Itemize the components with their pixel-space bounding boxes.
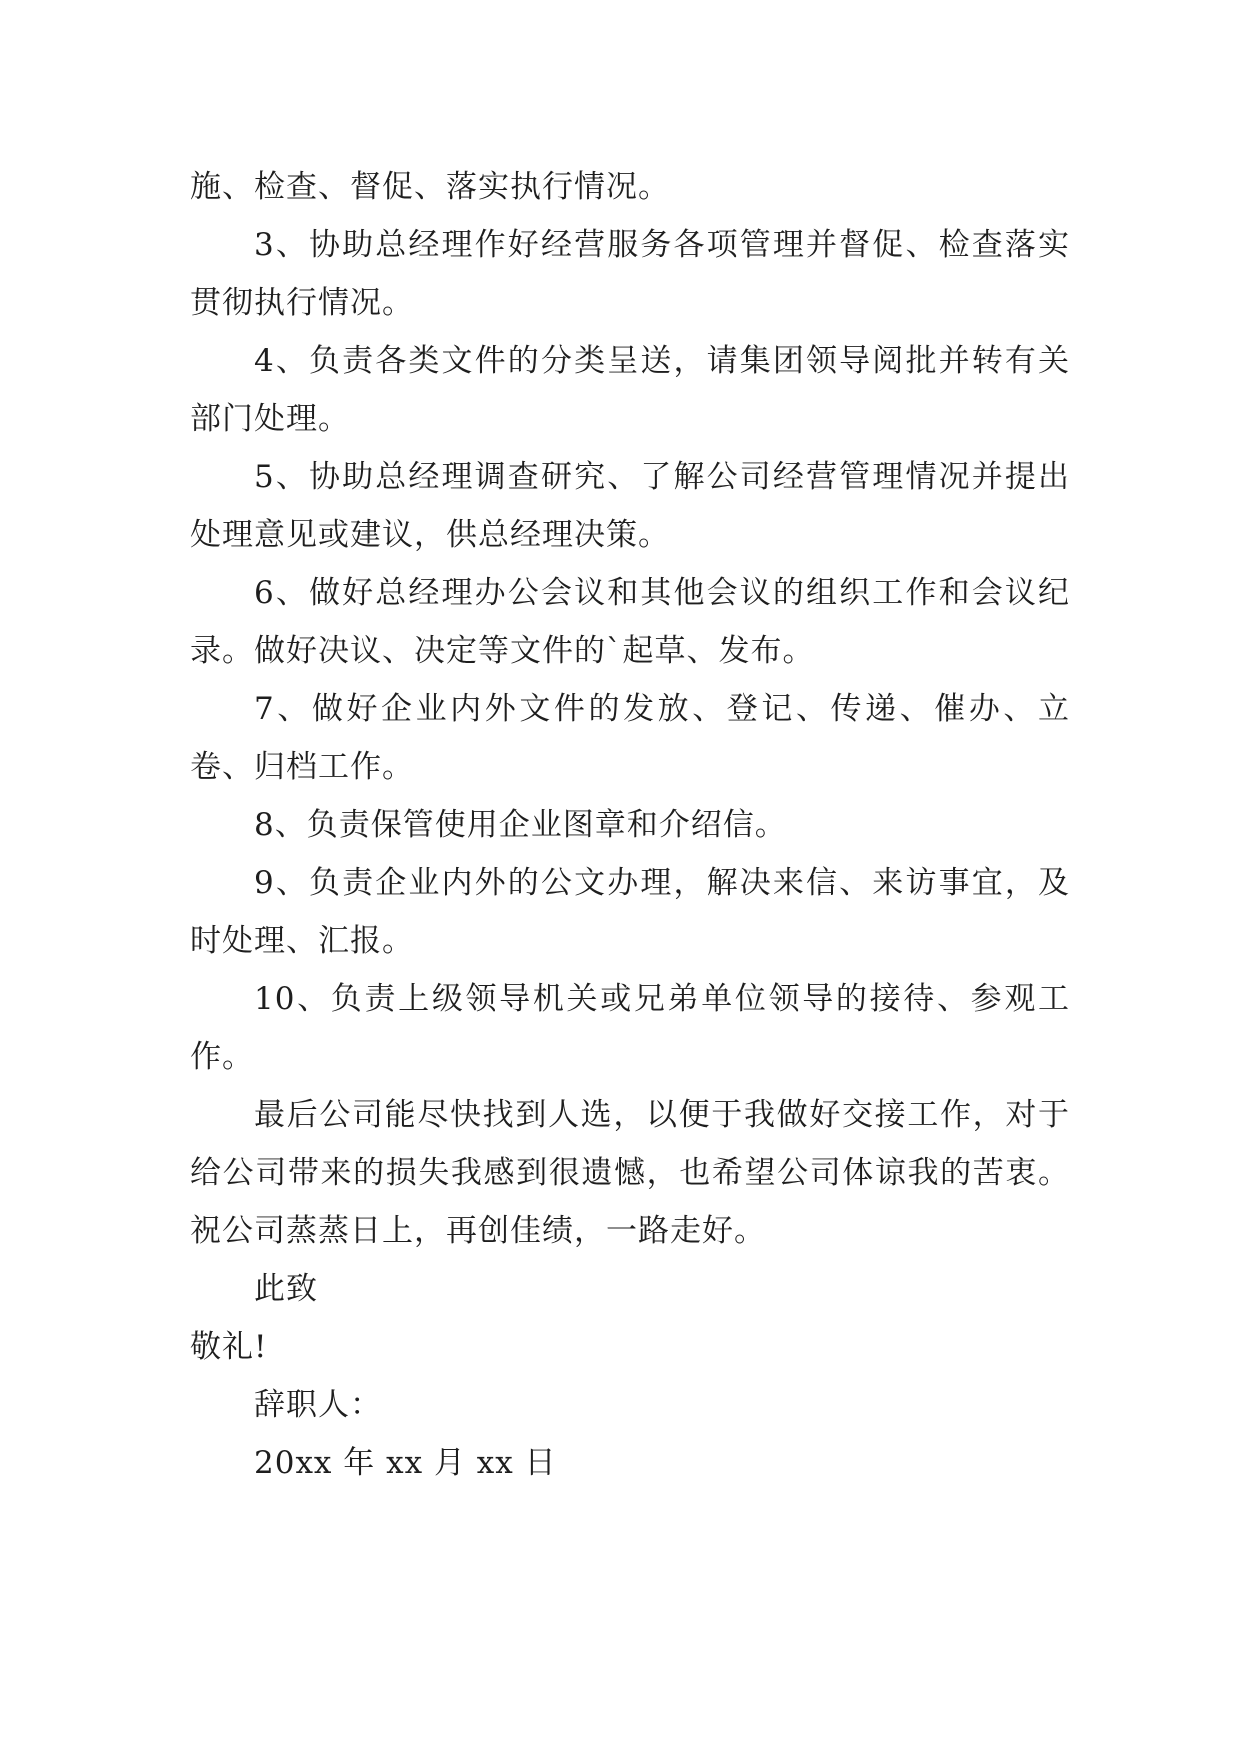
duty-item-6: 6、做好总经理办公会议和其他会议的组织工作和会议纪录。做好决议、决定等文件的`起草、发布。 <box>190 575 1070 669</box>
duty-item-7: 7、做好企业内外文件的发放、登记、传递、催办、立卷、归档工作。 <box>190 691 1070 785</box>
duty-item-5: 5、协助总经理调查研究、了解公司经营管理情况并提出处理意见或建议，供总经理决策。 <box>190 459 1070 553</box>
closing-paragraph: 最后公司能尽快找到人选，以便于我做好交接工作，对于给公司带来的损失我感到很遗憾，也希望公司体谅我的苦衷。祝公司蒸蒸日上，再创佳绩，一路走好。 <box>190 1097 1070 1249</box>
duty-item-4: 4、负责各类文件的分类呈送，请集团领导阅批并转有关部门处理。 <box>190 343 1070 437</box>
letter-date: 20xx 年 xx 月 xx 日 <box>254 1445 557 1481</box>
continued-line: 施、检查、督促、落实执行情况。 <box>190 169 670 205</box>
duty-item-3: 3、协助总经理作好经营服务各项管理并督促、检查落实贯彻执行情况。 <box>190 227 1070 321</box>
duty-item-8: 8、负责保管使用企业图章和介绍信。 <box>254 807 787 843</box>
duty-item-9: 9、负责企业内外的公文办理，解决来信、来访事宜，及时处理、汇报。 <box>190 865 1070 959</box>
salutation-jingli: 敬礼! <box>190 1329 268 1365</box>
signature-label: 辞职人： <box>254 1387 382 1423</box>
salutation-cizhi: 此致 <box>254 1271 318 1307</box>
duty-item-10: 10、负责上级领导机关或兄弟单位领导的接待、参观工作。 <box>190 981 1070 1075</box>
letter-body <box>190 158 1070 1492</box>
